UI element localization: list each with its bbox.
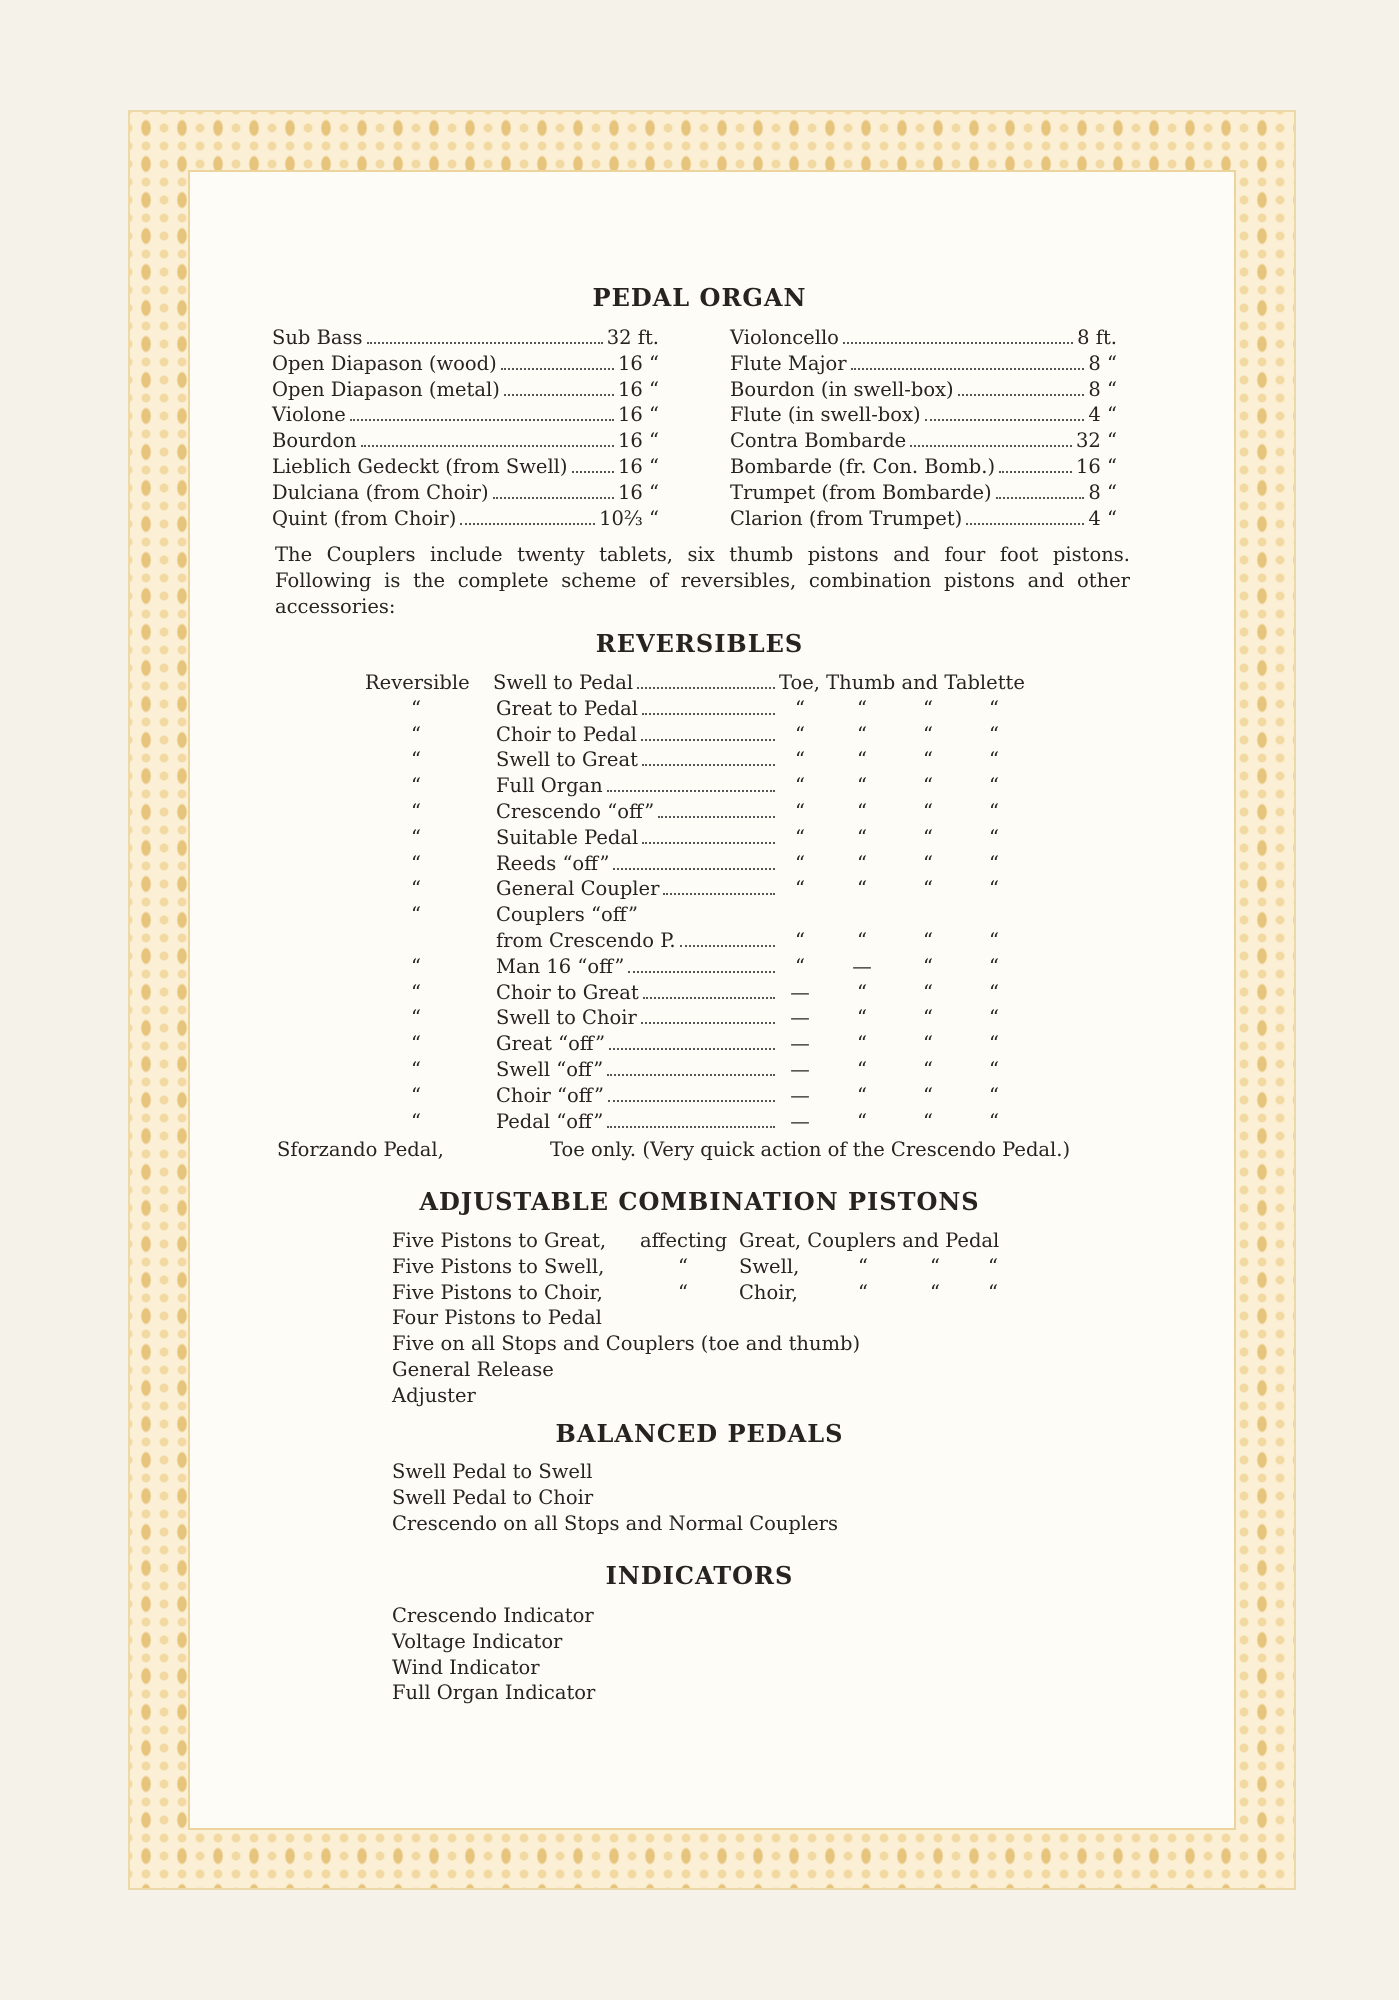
ditto-mark: “ <box>989 851 999 875</box>
sforzando-label: Sforzando Pedal, <box>277 1138 444 1161</box>
ditto-mark: “ <box>923 748 933 772</box>
ditto-mark: “ <box>795 825 805 849</box>
leader-dots <box>501 368 614 370</box>
stop-size: 16 “ <box>618 455 659 478</box>
leader-dots <box>642 764 775 766</box>
stop-name: Clarion (from Trumpet) <box>730 506 963 530</box>
ditto-mark: “ <box>411 774 421 798</box>
stop-size: 8 ft. <box>1077 326 1117 349</box>
ditto-mark: “ <box>857 1083 867 1107</box>
stop-name: Open Diapason (metal) <box>272 377 500 401</box>
indicator-line: Voltage Indicator <box>392 1629 563 1653</box>
reversible-row <box>496 825 779 851</box>
ditto-mark: “ <box>989 1109 999 1133</box>
leader-dots <box>910 445 1072 447</box>
ditto-mark: “ <box>989 929 999 952</box>
stop-name: Violoncello <box>730 326 839 349</box>
ditto-mark: “ <box>989 825 999 849</box>
ditto-mark: “ <box>857 696 867 720</box>
pedal-stop-row <box>730 402 1117 427</box>
ditto-mark: “ <box>411 954 421 978</box>
ditto-mark: “ <box>989 774 999 798</box>
leader-dots <box>958 394 1085 396</box>
reversible-row <box>496 747 779 773</box>
reversible-row <box>493 670 779 696</box>
piston-line: Five on all Stops and Couplers (toe and thumb) <box>392 1332 861 1356</box>
reversible-row <box>496 876 779 902</box>
pedal-stop-row <box>730 480 1117 505</box>
ditto-mark: “ <box>411 825 421 849</box>
pedal-stop-row <box>272 402 659 427</box>
indicator-line: Wind Indicator <box>392 1655 540 1679</box>
stop-name: Flute (in swell-box) <box>730 403 921 427</box>
stop-name: Violone <box>272 403 346 427</box>
pedal-stop-row <box>730 325 1117 350</box>
ditto-mark: “ <box>989 1006 999 1030</box>
indicator-line: Full Organ Indicator <box>392 1681 596 1705</box>
indicator-line: Crescendo Indicator <box>392 1604 594 1627</box>
leader-dots <box>609 1048 775 1050</box>
leader-dots <box>607 1074 775 1076</box>
stop-name: Contra Bombarde <box>730 429 907 453</box>
dash-mark: — <box>790 980 810 1004</box>
ditto-mark: “ <box>411 1083 421 1107</box>
indicators-heading: INDICATORS <box>605 1561 794 1590</box>
reversible-name: from Crescendo P. <box>496 929 676 952</box>
reversible-name: Couplers “off” <box>496 903 638 927</box>
ditto-mark: “ <box>923 722 933 746</box>
leader-dots <box>663 893 775 895</box>
ditto-mark: “ <box>923 696 933 720</box>
ditto-mark: “ <box>411 1006 421 1030</box>
pedal-stop-row <box>272 325 659 350</box>
ditto-mark: “ <box>923 1032 933 1056</box>
stop-size: 4 “ <box>1088 403 1117 427</box>
leader-dots <box>642 842 775 844</box>
ditto-mark: “ <box>923 877 933 901</box>
balanced-pedal-line: Swell Pedal to Choir <box>392 1485 594 1509</box>
leader-dots <box>493 497 614 499</box>
reversible-row <box>496 1057 779 1083</box>
reversible-name: Crescendo “off” <box>496 800 655 823</box>
stop-name: Bourdon <box>272 429 357 453</box>
reversible-name: Reeds “off” <box>496 851 610 875</box>
leader-dots <box>843 342 1073 344</box>
ditto-mark: “ <box>857 1058 867 1081</box>
ditto-mark: “ <box>857 877 867 901</box>
leader-dots <box>361 445 614 447</box>
stop-name: Dulciana (from Choir) <box>272 480 489 504</box>
leader-dots <box>460 523 595 525</box>
reversible-name: Suitable Pedal <box>496 825 639 849</box>
dash-mark: — <box>790 1006 810 1030</box>
piston-line: Four Pistons to Pedal <box>392 1306 602 1330</box>
leader-dots <box>504 394 614 396</box>
leader-dots <box>641 1022 775 1024</box>
ditto-mark: “ <box>923 1109 933 1133</box>
stop-name: Quint (from Choir) <box>272 506 457 530</box>
reversible-name: Swell to Pedal <box>493 671 634 694</box>
ditto-mark: “ <box>411 851 421 875</box>
ditto-mark: “ <box>795 877 805 901</box>
leader-dots <box>925 419 1085 421</box>
sforzando-text: Toe only. (Very quick action of the Crescendo Pedal.) <box>550 1138 1071 1161</box>
leader-dots <box>642 713 775 715</box>
ditto-mark: “ <box>988 1254 998 1278</box>
reversibles-heading: REVERSIBLES <box>595 629 804 658</box>
ditto-mark: “ <box>795 696 805 720</box>
reversible-name: Choir to Great <box>496 980 639 1004</box>
dash-mark: — <box>852 954 872 978</box>
leader-dots <box>641 739 775 741</box>
leader-dots <box>658 816 775 818</box>
ditto-mark: “ <box>923 825 933 849</box>
ditto-mark: “ <box>858 1280 868 1304</box>
pedal-organ-heading: PEDAL ORGAN <box>592 283 807 312</box>
ditto-mark: “ <box>411 877 421 901</box>
leader-dots <box>851 368 1085 370</box>
stop-size: 16 “ <box>618 377 659 401</box>
piston-target: Great, Couplers and Pedal <box>739 1229 1000 1252</box>
dash-mark: — <box>790 1109 810 1133</box>
stop-name: Lieblich Gedeckt (from Swell) <box>272 455 568 478</box>
ditto-mark: “ <box>795 851 805 875</box>
stop-name: Trumpet (from Bombarde) <box>730 480 992 504</box>
reversible-name: Choir “off” <box>496 1083 604 1107</box>
ditto-mark: “ <box>923 1006 933 1030</box>
reversible-row <box>496 773 779 799</box>
reversible-name: Great “off” <box>496 1032 606 1056</box>
reversible-row <box>496 1109 779 1135</box>
leader-dots <box>608 1100 775 1102</box>
ditto-mark: “ <box>857 1109 867 1133</box>
ditto-mark: “ <box>923 954 933 978</box>
balanced-pedal-line: Swell Pedal to Swell <box>392 1460 593 1483</box>
stop-size: 16 “ <box>618 403 659 427</box>
reversible-name: Man 16 “off” <box>496 954 625 978</box>
pedal-stop-row <box>272 506 659 531</box>
ditto-mark: “ <box>795 748 805 772</box>
pedal-stop-row <box>272 454 659 479</box>
piston-target: Swell, <box>739 1254 800 1278</box>
reversible-row <box>496 851 779 877</box>
ditto-mark: “ <box>989 954 999 978</box>
pedal-stop-row <box>730 506 1117 531</box>
reversible-row <box>496 980 779 1006</box>
stop-size: 16 “ <box>618 351 659 375</box>
ditto-mark: “ <box>989 877 999 901</box>
balanced-pedal-line: Crescendo on all Stops and Normal Couplers <box>392 1511 838 1535</box>
ditto-mark: “ <box>923 929 933 952</box>
reversible-action-header: Toe, Thumb and Tablette <box>779 671 1025 694</box>
piston-line: General Release <box>392 1358 554 1381</box>
leader-dots <box>996 497 1085 499</box>
reversible-name: Swell to Great <box>496 748 638 772</box>
reversible-name: Choir to Pedal <box>496 722 637 746</box>
reversible-row <box>496 928 779 954</box>
reversible-row <box>496 722 779 748</box>
reversible-name: Full Organ <box>496 774 603 798</box>
ditto-mark: “ <box>411 748 421 772</box>
reversible-row <box>496 799 779 825</box>
leader-dots <box>607 1126 775 1128</box>
pedal-stop-row <box>730 351 1117 376</box>
ditto-mark: “ <box>857 851 867 875</box>
piston-affecting: “ <box>678 1254 688 1278</box>
piston-affecting: “ <box>678 1280 688 1304</box>
ditto-mark: “ <box>857 825 867 849</box>
leader-dots <box>637 687 775 689</box>
ditto-mark: “ <box>989 1032 999 1056</box>
pedal-stop-row <box>272 428 659 453</box>
piston-line: Five Pistons to Choir, <box>392 1280 603 1304</box>
stop-size: 10⅔ “ <box>599 506 659 530</box>
ditto-mark: “ <box>795 800 805 823</box>
ditto-mark: “ <box>411 696 421 720</box>
ditto-mark: “ <box>411 1058 421 1081</box>
ditto-mark: “ <box>795 722 805 746</box>
reversible-row <box>496 1005 779 1031</box>
ditto-mark: “ <box>857 980 867 1004</box>
stop-size: 16 “ <box>1076 455 1117 478</box>
leader-dots <box>643 997 775 999</box>
leader-dots <box>680 945 775 947</box>
ditto-mark: “ <box>795 774 805 798</box>
ditto-mark: “ <box>923 1083 933 1107</box>
ditto-mark: “ <box>857 1032 867 1056</box>
piston-target: Choir, <box>739 1280 798 1304</box>
stop-size: 8 “ <box>1088 377 1117 401</box>
piston-line: Five Pistons to Swell, <box>392 1254 605 1278</box>
ditto-mark: “ <box>857 929 867 952</box>
ditto-mark: “ <box>989 696 999 720</box>
dash-mark: — <box>790 1032 810 1056</box>
pedal-stop-row <box>272 351 659 376</box>
pedal-stop-row <box>272 377 659 402</box>
reversible-row <box>496 696 779 722</box>
stop-size: 8 “ <box>1088 480 1117 504</box>
ditto-mark: “ <box>857 722 867 746</box>
balanced-pedals-heading: BALANCED PEDALS <box>555 1419 844 1448</box>
adjustable-pistons-heading: ADJUSTABLE COMBINATION PISTONS <box>419 1187 980 1216</box>
reversible-row <box>496 954 779 980</box>
stop-name: Sub Bass <box>272 326 363 349</box>
pedal-stop-row <box>730 377 1117 402</box>
stop-name: Flute Major <box>730 351 847 375</box>
ditto-mark: “ <box>411 980 421 1004</box>
ditto-mark: “ <box>411 1032 421 1056</box>
ditto-mark: “ <box>923 800 933 823</box>
dash-mark: — <box>790 1083 810 1107</box>
ditto-mark: “ <box>930 1280 940 1304</box>
leader-dots <box>572 471 614 473</box>
reversible-row <box>496 1083 779 1109</box>
dash-mark: — <box>790 1058 810 1081</box>
leader-dots <box>350 419 614 421</box>
leader-dots <box>999 471 1072 473</box>
leader-dots <box>613 868 775 870</box>
ditto-mark: “ <box>858 1254 868 1278</box>
reversible-name: General Coupler <box>496 877 660 901</box>
ditto-mark: “ <box>795 929 805 952</box>
ditto-mark: “ <box>411 1109 421 1133</box>
stop-name: Open Diapason (wood) <box>272 351 497 375</box>
stop-size: 32 ft. <box>606 326 659 349</box>
ditto-mark: “ <box>857 800 867 823</box>
stop-size: 32 “ <box>1076 429 1117 453</box>
ditto-mark: “ <box>923 1058 933 1081</box>
reversible-label: Reversible <box>365 671 470 694</box>
ditto-mark: “ <box>989 748 999 772</box>
piston-affecting: affecting <box>640 1229 728 1252</box>
ditto-mark: “ <box>989 980 999 1004</box>
piston-line: Adjuster <box>392 1383 476 1407</box>
leader-dots <box>367 342 603 344</box>
reversible-row <box>496 1031 779 1057</box>
ditto-mark: “ <box>411 722 421 746</box>
stop-size: 16 “ <box>618 429 659 453</box>
ditto-mark: “ <box>988 1280 998 1304</box>
reversible-name: Great to Pedal <box>496 696 639 720</box>
ditto-mark: “ <box>989 722 999 746</box>
stop-size: 8 “ <box>1088 351 1117 375</box>
ditto-mark: “ <box>989 1083 999 1107</box>
ditto-mark: “ <box>930 1254 940 1278</box>
pedal-stop-row <box>730 454 1117 479</box>
stop-name: Bombarde (fr. Con. Bomb.) <box>730 455 996 478</box>
ditto-mark: “ <box>411 800 421 823</box>
ditto-mark: “ <box>923 851 933 875</box>
leader-dots <box>607 790 775 792</box>
ditto-mark: “ <box>989 1058 999 1081</box>
ditto-mark: “ <box>989 800 999 823</box>
stop-size: 4 “ <box>1088 506 1117 530</box>
ditto-mark: “ <box>923 774 933 798</box>
leader-dots <box>966 523 1084 525</box>
ditto-mark: “ <box>857 1006 867 1030</box>
stop-size: 16 “ <box>618 480 659 504</box>
ditto-mark: “ <box>795 954 805 978</box>
ditto-mark: “ <box>857 774 867 798</box>
ditto-mark: “ <box>857 748 867 772</box>
piston-line: Five Pistons to Great, <box>392 1229 607 1252</box>
stop-name: Bourdon (in swell-box) <box>730 377 954 401</box>
couplers-paragraph: The Couplers include twenty tablets, six thumb pistons and four foot pistons. Following is the complete scheme of reversibles, combination pistons and other accessories: <box>275 543 1130 618</box>
reversible-name: Swell to Choir <box>496 1006 637 1030</box>
ditto-mark: “ <box>923 980 933 1004</box>
pedal-stop-row <box>272 480 659 505</box>
pedal-stop-row <box>730 428 1117 453</box>
leader-dots <box>628 971 775 973</box>
reversible-name: Swell “off” <box>496 1058 604 1081</box>
reversible-name: Pedal “off” <box>496 1109 604 1133</box>
ditto-mark: “ <box>411 903 421 927</box>
